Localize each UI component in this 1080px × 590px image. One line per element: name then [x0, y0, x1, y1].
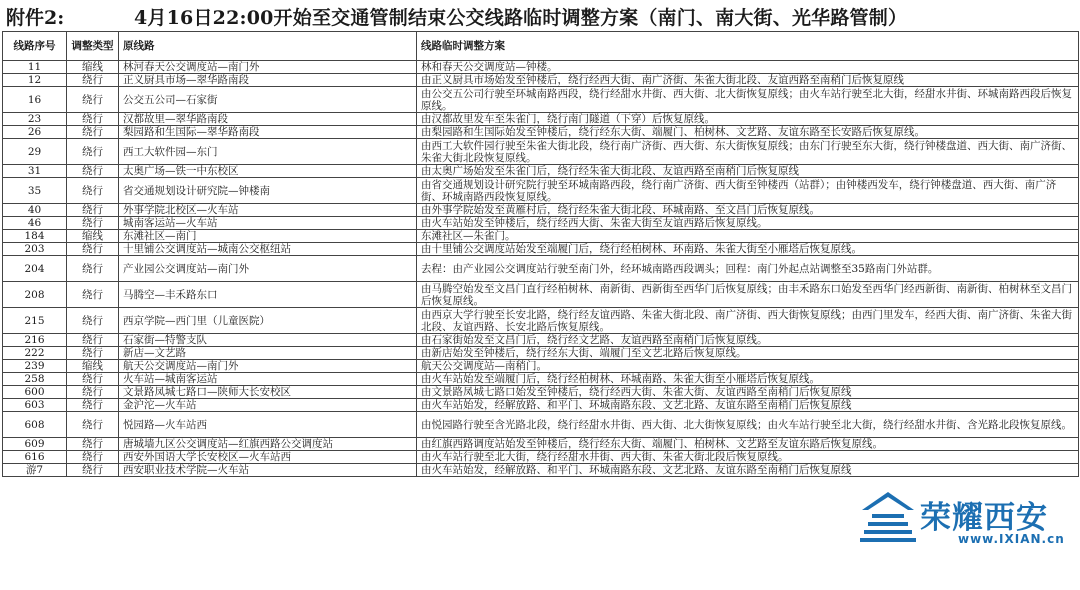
watermark: [858, 482, 1078, 554]
original-route-cell: 省交通规划设计研究院—钟楼南: [119, 178, 417, 204]
adjust-plan-cell: 由正义厨具市场始发至钟楼后，绕行经西大街、南广济街、朱雀大街北段、友谊西路至南稍门后恢复原线: [417, 74, 1079, 87]
adjust-plan-cell: 航天公交调度站—南稍门。: [417, 360, 1079, 373]
route-no-cell: 239: [3, 360, 67, 373]
adjust-type-cell: 绕行: [67, 178, 119, 204]
original-route-cell: 梨园路和生国际—翠华路南段: [119, 126, 417, 139]
table-row: [3, 74, 1079, 87]
adjust-plan-cell: 由火车站始发，经解放路、和平门、环城南路东段、文艺北路、友谊东路至南稍门后恢复原线: [417, 399, 1079, 412]
table-row: [3, 204, 1079, 217]
original-route-cell: 林河春天公交调度站—南门外: [119, 61, 417, 74]
adjust-plan-cell: 由火车站始发至端履门后，绕行经柏树林、环城南路、朱雀大街至小雁塔后恢复原线。: [417, 373, 1079, 386]
adjust-type-cell: 绕行: [67, 126, 119, 139]
route-no-cell: 608: [3, 412, 67, 438]
original-route-cell: 火车站—城南客运站: [119, 373, 417, 386]
watermark-text: 荣耀西安: [920, 500, 1048, 536]
table-row: [3, 373, 1079, 386]
original-route-cell: 航天公交调度站—南门外: [119, 360, 417, 373]
adjust-type-cell: 绕行: [67, 399, 119, 412]
original-route-cell: 西安职业技术学院—火车站: [119, 464, 417, 477]
adjust-plan-cell: 由文景路凤城七路口始发至钟楼后，绕行经西大街、朱雀大街、友谊西路至南稍门后恢复原线: [417, 386, 1079, 399]
route-no-cell: 204: [3, 256, 67, 282]
table-row: [3, 308, 1079, 334]
original-route-cell: 西工大软件园—东门: [119, 139, 417, 165]
table-header-row: [3, 32, 1079, 61]
adjust-type-cell: 缩线: [67, 230, 119, 243]
table-row: [3, 412, 1079, 438]
adjust-type-cell: 绕行: [67, 113, 119, 126]
route-adjustment-table: [2, 31, 1079, 477]
original-route-cell: 唐城墙九区公交调度站—红旗西路公交调度站: [119, 438, 417, 451]
adjust-type-cell: 绕行: [67, 217, 119, 230]
original-route-cell: 东滩社区—南门: [119, 230, 417, 243]
table-row: [3, 438, 1079, 451]
adjust-type-cell: 绕行: [67, 204, 119, 217]
adjust-plan-cell: 由火车站始发至钟楼后，绕行经西大街、朱雀大街至友谊西路后恢复原线。: [417, 217, 1079, 230]
route-no-cell: 222: [3, 347, 67, 360]
adjust-type-cell: 绕行: [67, 464, 119, 477]
adjust-plan-cell: 由悦园路行驶至含光路北段，绕行经甜水井街、西大街、北大街恢复原线；由火车站行驶至北大街，绕行经甜水井街、含光路北段恢复原线。: [417, 412, 1079, 438]
original-route-cell: 十里铺公交调度站—城南公交枢纽站: [119, 243, 417, 256]
adjust-plan-cell: 由石家街始发至文昌门后，绕行经文艺路、友谊西路至南稍门后恢复原线。: [417, 334, 1079, 347]
original-route-cell: 金沪沱—火车站: [119, 399, 417, 412]
table-row: [3, 464, 1079, 477]
header-route-no: 线路序号: [3, 32, 67, 61]
table-row: [3, 126, 1079, 139]
adjust-type-cell: 绕行: [67, 308, 119, 334]
adjust-plan-cell: 由西京大学行驶至长安北路，绕行经友谊西路、朱雀大街北段、南广济街、西大街恢复原线；由西门里发车，经西大街、南广济街、朱雀大街北段、友谊西路、长安北路后恢复原线。: [417, 308, 1079, 334]
route-no-cell: 26: [3, 126, 67, 139]
table-row: [3, 282, 1079, 308]
adjust-type-cell: 绕行: [67, 256, 119, 282]
original-route-cell: 外事学院北校区—火车站: [119, 204, 417, 217]
original-route-cell: 产业园公交调度站—南门外: [119, 256, 417, 282]
table-row: [3, 230, 1079, 243]
original-route-cell: 悦园路—火车站西: [119, 412, 417, 438]
table-row: [3, 386, 1079, 399]
table-row: [3, 61, 1079, 74]
page-title: 4月16日22:00开始至交通管制结束公交线路临时调整方案（南门、南大街、光华路管制）: [134, 7, 908, 29]
original-route-cell: 西安外国语大学长安校区—火车站西: [119, 451, 417, 464]
adjust-type-cell: 绕行: [67, 165, 119, 178]
original-route-cell: 公交五公司—石家街: [119, 87, 417, 113]
route-no-cell: 208: [3, 282, 67, 308]
route-no-cell: 258: [3, 373, 67, 386]
adjust-plan-cell: 由火车站始发，经解放路、和平门、环城南路东段、文艺北路、友谊东路至南稍门后恢复原线: [417, 464, 1079, 477]
adjust-type-cell: 绕行: [67, 87, 119, 113]
original-route-cell: 西京学院—西门里（儿童医院）: [119, 308, 417, 334]
adjust-plan-cell: 由公交五公司行驶至环城南路西段，绕行经甜水井街、西大街、北大街恢复原线；由火车站行驶至北大街，经甜水井街、环城南路西段后恢复原线。: [417, 87, 1079, 113]
original-route-cell: 正义厨具市场—翠华路南段: [119, 74, 417, 87]
adjust-plan-cell: 东滩社区—朱雀门。: [417, 230, 1079, 243]
adjust-type-cell: 缩线: [67, 61, 119, 74]
route-no-cell: 203: [3, 243, 67, 256]
title-bar: [0, 0, 1080, 30]
route-no-cell: 216: [3, 334, 67, 347]
adjust-plan-cell: 由省交通规划设计研究院行驶至环城南路西段，绕行南广济街、西大街至钟楼西（站群）；由钟楼西发车，绕行钟楼盘道、西大街、南广济街、环城南路西段恢复原线。: [417, 178, 1079, 204]
adjust-plan-cell: 由太奥广场始发至朱雀门后，绕行经朱雀大街北段、友谊西路至南稍门后恢复原线: [417, 165, 1079, 178]
adjust-type-cell: 绕行: [67, 386, 119, 399]
route-no-cell: 31: [3, 165, 67, 178]
table-row: [3, 178, 1079, 204]
table-row: [3, 360, 1079, 373]
original-route-cell: 马腾空—丰禾路东口: [119, 282, 417, 308]
adjust-plan-cell: 由十里铺公交调度站始发至端履门后，绕行经柏树林、环南路、朱雀大街至小雁塔后恢复原线。: [417, 243, 1079, 256]
route-no-cell: 609: [3, 438, 67, 451]
original-route-cell: 文景路凤城七路口—陕师大长安校区: [119, 386, 417, 399]
original-route-cell: 汉都故里—翠华路南段: [119, 113, 417, 126]
table-row: [3, 347, 1079, 360]
table-row: [3, 139, 1079, 165]
adjust-type-cell: 绕行: [67, 347, 119, 360]
city-wall-logo-icon: [858, 488, 918, 546]
table-row: [3, 451, 1079, 464]
original-route-cell: 石家街—特警支队: [119, 334, 417, 347]
route-no-cell: 215: [3, 308, 67, 334]
adjust-type-cell: 绕行: [67, 334, 119, 347]
adjust-plan-cell: 去程：由产业园公交调度站行驶至南门外，经环城南路西段调头；回程：南门外起点站调整至35路南门外站群。: [417, 256, 1079, 282]
adjust-plan-cell: 由新店始发至钟楼后，绕行经东大街、端履门至文艺北路后恢复原线。: [417, 347, 1079, 360]
adjust-type-cell: 绕行: [67, 438, 119, 451]
route-no-cell: 12: [3, 74, 67, 87]
table-row: [3, 165, 1079, 178]
route-no-cell: 184: [3, 230, 67, 243]
adjust-type-cell: 绕行: [67, 282, 119, 308]
adjust-plan-cell: 林和春天公交调度站—钟楼。: [417, 61, 1079, 74]
adjust-plan-cell: 由梨园路和生国际始发至钟楼后，绕行经东大街、端履门、柏树林、文艺路、友谊东路至长安路后恢复原线。: [417, 126, 1079, 139]
watermark-url: www.IXIAN.cn: [958, 532, 1065, 546]
original-route-cell: 城南客运站—火车站: [119, 217, 417, 230]
adjust-plan-cell: 由外事学院始发至黄雁村后，绕行经朱雀大街北段、环城南路、至文昌门后恢复原线。: [417, 204, 1079, 217]
route-no-cell: 603: [3, 399, 67, 412]
adjust-type-cell: 绕行: [67, 139, 119, 165]
table-row: [3, 256, 1079, 282]
adjust-plan-cell: 由西工大软件园行驶至朱雀大街北段，绕行南广济街、西大街、东大街恢复原线；由东门行驶至东大街，绕行钟楼盘道、西大街、南广济街、朱雀大街北段恢复原线。: [417, 139, 1079, 165]
table-row: [3, 217, 1079, 230]
header-adjust-type: 调整类型: [67, 32, 119, 61]
adjust-type-cell: 绕行: [67, 74, 119, 87]
original-route-cell: 新店—文艺路: [119, 347, 417, 360]
adjust-type-cell: 绕行: [67, 373, 119, 386]
route-no-cell: 616: [3, 451, 67, 464]
header-original-route: 原线路: [119, 32, 417, 61]
table-row: [3, 243, 1079, 256]
adjust-type-cell: 绕行: [67, 412, 119, 438]
adjust-plan-cell: 由火车站行驶至北大街，绕行经甜水井街、西大街、朱雀大街北段后恢复原线。: [417, 451, 1079, 464]
route-no-cell: 46: [3, 217, 67, 230]
header-adjust-plan: 线路临时调整方案: [417, 32, 1079, 61]
table-body: [3, 61, 1079, 477]
adjust-type-cell: 绕行: [67, 243, 119, 256]
route-no-cell: 29: [3, 139, 67, 165]
adjust-plan-cell: 由汉都故里发车至朱雀门，绕行南门隧道（下穿）后恢复原线。: [417, 113, 1079, 126]
table-row: [3, 113, 1079, 126]
adjust-plan-cell: 由马腾空始发至文昌门直行经柏树林、南新街、西新街至西华门后恢复原线；由丰禾路东口始发至西华门经西新街、南新街、柏树林至文昌门后恢复原线。: [417, 282, 1079, 308]
original-route-cell: 太奥广场—铁一中东校区: [119, 165, 417, 178]
route-no-cell: 23: [3, 113, 67, 126]
route-no-cell: 35: [3, 178, 67, 204]
table-row: [3, 334, 1079, 347]
adjust-type-cell: 缩线: [67, 360, 119, 373]
table-row: [3, 399, 1079, 412]
adjust-type-cell: 绕行: [67, 451, 119, 464]
route-no-cell: 40: [3, 204, 67, 217]
route-no-cell: 600: [3, 386, 67, 399]
route-no-cell: 16: [3, 87, 67, 113]
attachment-label: 附件2:: [6, 7, 65, 29]
table-row: [3, 87, 1079, 113]
route-no-cell: 11: [3, 61, 67, 74]
adjust-plan-cell: 由红旗西路调度站始发至钟楼后，绕行经东大街、端履门、柏树林、文艺路至友谊东路后恢复原线。: [417, 438, 1079, 451]
route-no-cell: 游7: [3, 464, 67, 477]
